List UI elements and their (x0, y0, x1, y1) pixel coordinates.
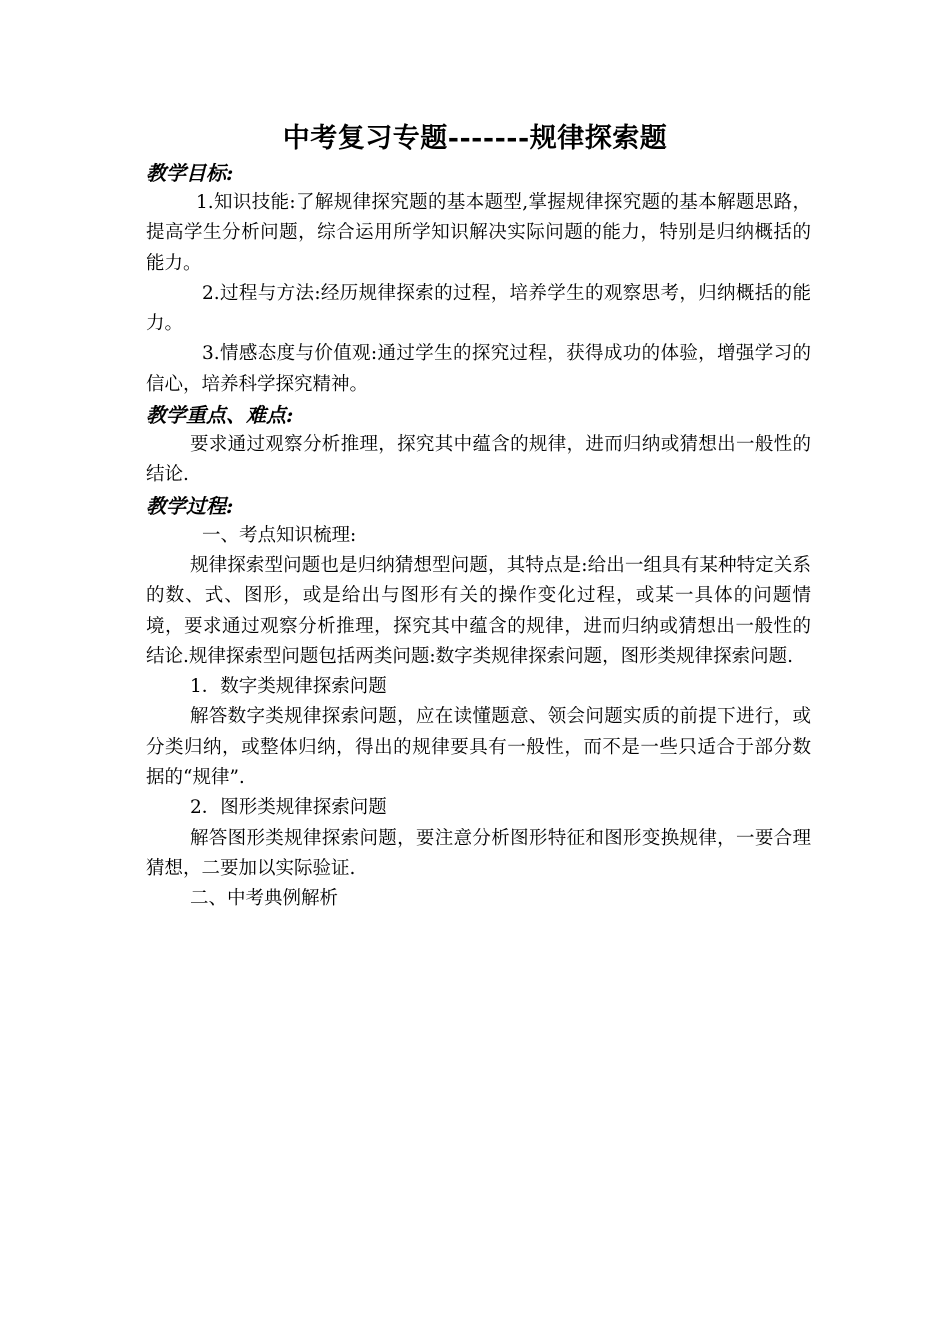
objectives-heading: 教学目标: (146, 161, 234, 185)
key-points-paragraph: 要求通过观察分析推理，探究其中蕴含的规律，进而归纳或猜想出一般性的结论. (146, 434, 811, 486)
process-heading: 教学过程: (146, 493, 234, 518)
objective-process-paragraph: 2.过程与方法:经历规律探索的过程，培养学生的观察思考，归纳概括的能力。 (146, 282, 811, 335)
knowledge-review-subheading: 一、考点知识梳理: (202, 524, 357, 546)
numeric-rules-paragraph: 解答数字类规律探索问题，应在读懂题意、领会问题实质的前提下进行，或分类归纳，或整体归纳，得出的规律要具有一般性，而不是一些只适合于部分数据的“规律”. (146, 706, 811, 789)
numeric-rules-item-heading: 1．数字类规律探索问题 (190, 676, 387, 698)
document-title: 中考复习专题-------规律探索题 (282, 123, 668, 154)
exam-examples-subheading: 二、中考典例解析 (190, 888, 339, 910)
objective-knowledge-paragraph: 1.知识技能:了解规律探究题的基本题型,掌握规律探究题的基本解题思路，提高学生分析问题，综合运用所学知识解决实际问题的能力，特别是归纳概括的能力。 (146, 192, 811, 274)
key-points-heading: 教学重点、难点: (146, 403, 294, 428)
objective-attitude-paragraph: 3.情感态度与价值观:通过学生的探究过程，获得成功的体验，增强学习的信心，培养科学探究精神。 (146, 343, 811, 395)
graphic-rules-paragraph: 解答图形类规律探索问题，要注意分析图形特征和图形变换规律，一要合理猜想，二要加以实际验证. (146, 827, 811, 879)
graphic-rules-item-heading: 2．图形类规律探索问题 (190, 797, 387, 819)
rule-exploration-intro-paragraph: 规律探索型问题也是归纳猜想型问题，其特点是:给出一组具有某种特定关系的数、式、图形，或是给出与图形有关的操作变化过程，或某一具体的问题情境，要求通过观察分析推理，探究其中蕴含的规律，进而归纳或猜想出一般性的结论.规律探索型问题包括两类问题:数字类规律探索问题，图形类规律探索问题. (146, 554, 811, 667)
document-body (146, 158, 811, 915)
